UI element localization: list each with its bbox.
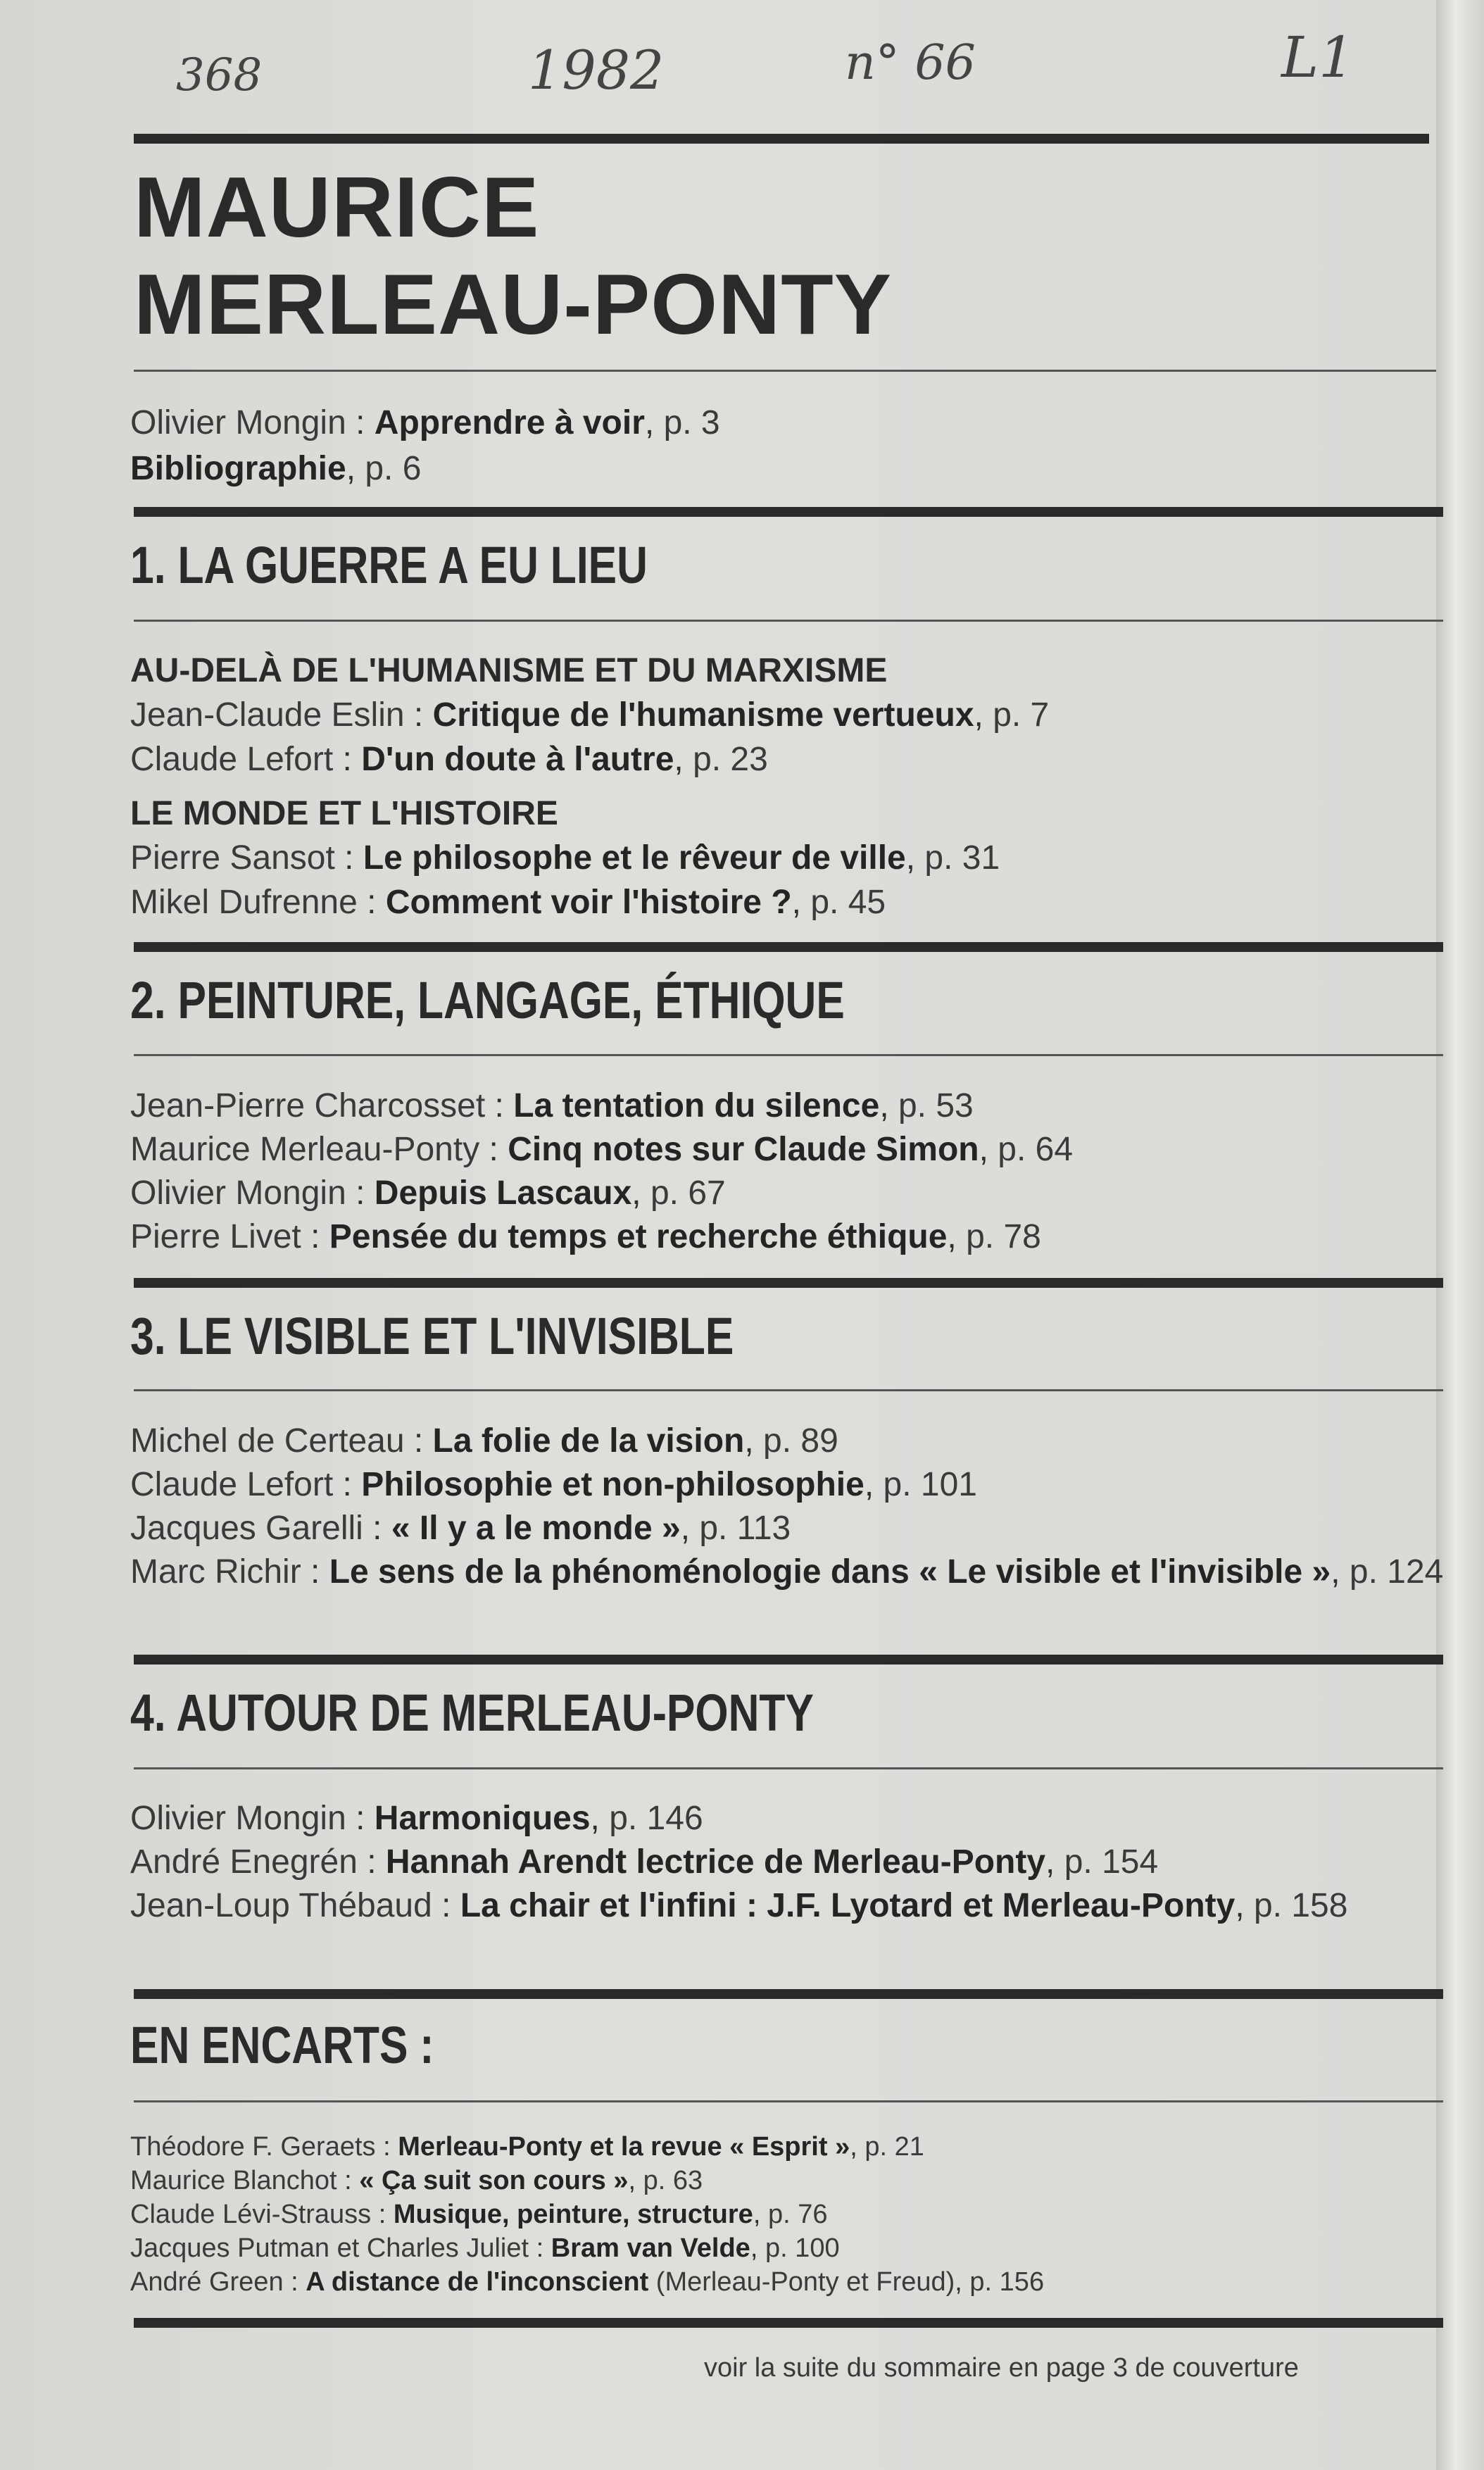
subsection-heading: LE MONDE ET L'HISTOIRE (130, 795, 558, 832)
entry-page: p. 23 (693, 741, 768, 778)
entry-author: Jacques Garelli (130, 1510, 363, 1547)
entry-page: p. 146 (609, 1800, 703, 1837)
section-heading: 1. LA GUERRE A EU LIEU (130, 536, 648, 594)
encart-entry: Théodore F. Geraets : Merleau-Ponty et la revue « Esprit », p. 21 (130, 2132, 924, 2162)
intro-item: Olivier Mongin : Apprendre à voir, p. 3 (130, 404, 720, 441)
entry-page: p. 64 (998, 1131, 1074, 1168)
title-rule (134, 370, 1436, 372)
entry-title: Depuis Lascaux (374, 1174, 632, 1212)
entry-title: D'un doute à l'autre (361, 741, 674, 778)
entry-page: p. 154 (1064, 1843, 1159, 1881)
section-heading: 3. LE VISIBLE ET L'INVISIBLE (130, 1307, 734, 1365)
section-rule (134, 942, 1443, 952)
entry-author: Olivier Mongin (130, 1800, 346, 1837)
section-divider (134, 1767, 1443, 1769)
toc-entry: Jean-Loup Thébaud : La chair et l'infini : J.F. Lyotard et Merleau-Ponty, p. 158 (130, 1887, 1348, 1924)
entry-author: Olivier Mongin (130, 1174, 346, 1212)
entry-author: Claude Lefort (130, 1466, 334, 1503)
entry-page: p. 101 (883, 1466, 977, 1503)
intro-item: Bibliographie, p. 6 (130, 450, 422, 487)
entry-author: Claude Lévi-Strauss (130, 2200, 372, 2229)
entry-page: p. 7 (993, 696, 1050, 734)
entry-author: Marc Richir (130, 1553, 301, 1591)
entry-title: Le philosophe et le rêveur de ville (363, 839, 906, 877)
entry-author: Jean-Loup Thébaud (130, 1887, 432, 1924)
section-divider (134, 2100, 1443, 2102)
entry-author: Théodore F. Geraets (130, 2132, 376, 2162)
footer-note: voir la suite du sommaire en page 3 de couverture (704, 2353, 1299, 2383)
entry-title: Musique, peinture, structure (393, 2200, 753, 2229)
top-rule (134, 134, 1429, 144)
handwritten-mark: L1 (1281, 25, 1355, 90)
entry-author: Jean-Claude Eslin (130, 696, 405, 734)
entry-author: Pierre Sansot (130, 839, 335, 877)
toc-entry: Mikel Dufrenne : Comment voir l'histoire ?, p. 45 (130, 884, 886, 921)
entry-page: p. 6 (365, 450, 422, 487)
section-divider (134, 1389, 1443, 1391)
toc-entry: Claude Lefort : D'un doute à l'autre, p. 23 (130, 741, 768, 778)
toc-entry: Pierre Sansot : Le philosophe et le rêveur de ville, p. 31 (130, 839, 1000, 877)
encart-entry: André Green : A distance de l'inconscient (Merleau-Ponty et Freud), p. 156 (130, 2267, 1045, 2297)
entry-title: « Ça suit son cours » (359, 2166, 629, 2195)
entry-title: A distance de l'inconscient (306, 2267, 649, 2297)
entry-page: p. 158 (1253, 1887, 1348, 1924)
section-divider (134, 1054, 1443, 1056)
entry-author: Claude Lefort (130, 741, 334, 778)
entry-author: Jacques Putman et Charles Juliet (130, 2233, 529, 2263)
section-rule (134, 1655, 1443, 1665)
entry-title: « Il y a le monde » (391, 1510, 681, 1547)
toc-entry: Claude Lefort : Philosophie et non-philosophie, p. 101 (130, 1466, 977, 1503)
entry-author: Jean-Pierre Charcosset (130, 1087, 486, 1124)
section-rule (134, 1278, 1443, 1288)
toc-entry: Olivier Mongin : Harmoniques, p. 146 (130, 1800, 703, 1837)
entry-page: p. 89 (763, 1422, 838, 1460)
entry-title: Cinq notes sur Claude Simon (508, 1131, 979, 1168)
entry-page: p. 45 (810, 884, 886, 921)
entry-title: Bram van Velde (551, 2233, 750, 2263)
entry-page: p. 31 (924, 839, 1000, 877)
entry-title: La tentation du silence (513, 1087, 880, 1124)
toc-entry: André Enegrén : Hannah Arendt lectrice de Merleau-Ponty, p. 154 (130, 1843, 1159, 1881)
encart-entry: Jacques Putman et Charles Juliet : Bram van Velde, p. 100 (130, 2233, 840, 2263)
section-rule (134, 1989, 1443, 1999)
entry-author: Michel de Certeau (130, 1422, 405, 1460)
title-line-2: MERLEAU-PONTY (134, 256, 893, 352)
entry-page: p. 63 (643, 2166, 703, 2195)
entry-title: Merleau-Ponty et la revue « Esprit » (398, 2132, 850, 2162)
section-divider (134, 620, 1443, 622)
entry-title: Pensée du temps et recherche éthique (329, 1218, 948, 1255)
entry-author: André Enegrén (130, 1843, 358, 1881)
entry-title: Bibliographie (130, 450, 346, 487)
page-title (134, 158, 892, 353)
toc-entry: Olivier Mongin : Depuis Lascaux, p. 67 (130, 1174, 726, 1212)
section-heading: 4. AUTOUR DE MERLEAU-PONTY (130, 1684, 814, 1742)
entry-page: p. 76 (767, 2200, 828, 2229)
subsection-heading: AU-DELÀ DE L'HUMANISME ET DU MARXISME (130, 652, 888, 689)
toc-entry: Maurice Merleau-Ponty : Cinq notes sur Claude Simon, p. 64 (130, 1131, 1074, 1168)
title-line-1: MAURICE (134, 159, 540, 255)
entry-page: p. 67 (650, 1174, 726, 1212)
bottom-rule (134, 2318, 1443, 2328)
handwritten-number: 368 (176, 49, 263, 101)
entry-page: p. 78 (966, 1218, 1041, 1255)
entry-title: La chair et l'infini : J.F. Lyotard et Merleau-Ponty (460, 1887, 1235, 1924)
entry-page: p. 21 (864, 2132, 924, 2162)
handwritten-issue: n° 66 (845, 35, 976, 91)
entry-title: Hannah Arendt lectrice de Merleau-Ponty (385, 1843, 1046, 1881)
entry-author: Pierre Livet (130, 1218, 301, 1255)
entry-page: p. 100 (765, 2233, 840, 2263)
entry-note: (Merleau-Ponty et Freud) (655, 2267, 955, 2297)
toc-entry: Jacques Garelli : « Il y a le monde », p. 113 (130, 1510, 791, 1547)
entry-title: Le sens de la phénoménologie dans « Le visible et l'invisible » (329, 1553, 1331, 1591)
entry-page: p. 156 (969, 2267, 1045, 2297)
entry-author: Olivier Mongin (130, 404, 346, 441)
toc-entry: Marc Richir : Le sens de la phénoménologie dans « Le visible et l'invisible », p. 124 (130, 1553, 1444, 1591)
entry-title: Apprendre à voir (374, 404, 645, 441)
toc-entry: Jean-Claude Eslin : Critique de l'humanisme vertueux, p. 7 (130, 696, 1050, 734)
entry-title: La folie de la vision (432, 1422, 745, 1460)
entry-author: Mikel Dufrenne (130, 884, 358, 921)
toc-entry: Jean-Pierre Charcosset : La tentation du silence, p. 53 (130, 1087, 974, 1124)
entry-page: p. 53 (898, 1087, 974, 1124)
encart-entry: Maurice Blanchot : « Ça suit son cours », p. 63 (130, 2166, 703, 2195)
entry-author: Maurice Merleau-Ponty (130, 1131, 480, 1168)
entry-title: Critique de l'humanisme vertueux (432, 696, 974, 734)
toc-entry: Michel de Certeau : La folie de la vision, p. 89 (130, 1422, 838, 1460)
entry-page: p. 113 (699, 1510, 791, 1547)
entry-page: p. 124 (1349, 1553, 1444, 1591)
entry-title: Philosophie et non-philosophie (361, 1466, 864, 1503)
entry-author: André Green (130, 2267, 284, 2297)
entry-page: p. 3 (663, 404, 720, 441)
cover-edge (1436, 0, 1484, 2470)
handwritten-year: 1982 (528, 39, 665, 101)
section-heading: EN ENCARTS : (130, 2016, 434, 2074)
entry-title: Comment voir l'histoire ? (385, 884, 792, 921)
toc-entry: Pierre Livet : Pensée du temps et recherche éthique, p. 78 (130, 1218, 1041, 1255)
entry-title: Harmoniques (374, 1800, 591, 1837)
section-rule (134, 507, 1443, 517)
entry-author: Maurice Blanchot (130, 2166, 337, 2195)
section-heading: 2. PEINTURE, LANGAGE, ÉTHIQUE (130, 971, 845, 1029)
encart-entry: Claude Lévi-Strauss : Musique, peinture, structure, p. 76 (130, 2200, 828, 2229)
